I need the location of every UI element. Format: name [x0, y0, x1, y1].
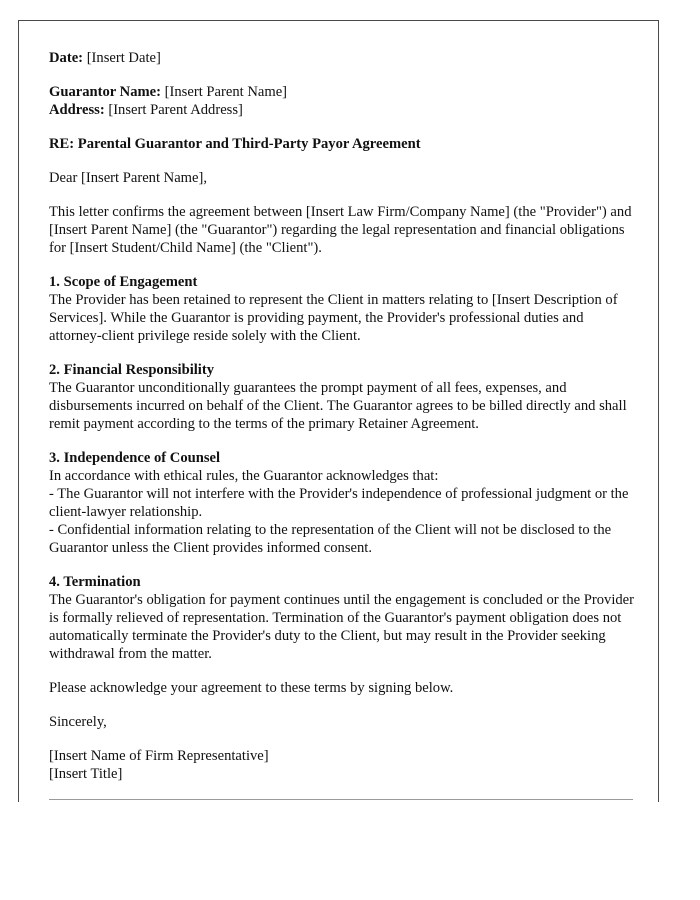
address-line	[49, 101, 639, 119]
subject-line: RE: Parental Guarantor and Third-Party Payor Agreement	[49, 136, 421, 152]
list-item: - The Guarantor will not interfere with the Provider's independence of professional judgment or the client-lawyer relationship.	[49, 486, 629, 520]
date-value: [Insert Date]	[83, 50, 161, 66]
intro-paragraph: This letter confirms the agreement between [Insert Law Firm/Company Name] (the "Provider") and [Insert Parent Name] (the "Guarantor") regarding the legal representation and financial obligations for [Insert Student/Child Name] (the "Client").	[49, 204, 632, 256]
date-line	[49, 49, 639, 67]
guarantor-value: [Insert Parent Name]	[161, 84, 288, 100]
section-body: The Guarantor's obligation for payment continues until the engagement is concluded or the Provider is formally relieved of representation. Termination of the Guarantor's payment obligation does not automatically terminate the Provider's duty to the Client, but may result in the Provider seeking withdrawal from the matter.	[49, 592, 635, 662]
signature-block	[49, 747, 639, 783]
section-heading: 2. Financial Responsibility	[49, 362, 215, 378]
section-heading: 4. Termination	[49, 574, 141, 590]
signature-rule	[49, 799, 633, 800]
list-item: - Confidential information relating to the representation of the Client will not be disclosed to the Guarantor unless the Client provides informed consent.	[49, 522, 612, 556]
date-label: Date:	[49, 50, 84, 66]
guarantor-line	[49, 83, 639, 101]
section-body: The Guarantor unconditionally guarantees the prompt payment of all fees, expenses, and disbursements incurred on behalf of the Client. The Guarantor agrees to be billed directly and shall remit payment according to the terms of the primary Retainer Agreement.	[49, 380, 627, 432]
section-body: In accordance with ethical rules, the Guarantor acknowledges that:	[49, 468, 439, 484]
section-termination	[49, 573, 639, 663]
section-scope	[49, 273, 639, 345]
letter-page	[18, 20, 659, 802]
salutation: Dear [Insert Parent Name],	[49, 170, 208, 186]
address-value: [Insert Parent Address]	[104, 102, 243, 118]
section-heading: 1. Scope of Engagement	[49, 274, 198, 290]
signer-name: [Insert Name of Firm Representative]	[49, 748, 269, 764]
acknowledge-paragraph: Please acknowledge your agreement to these terms by signing below.	[49, 680, 454, 696]
letter-body	[49, 49, 639, 799]
guarantor-label: Guarantor Name:	[49, 84, 162, 100]
address-label: Address:	[49, 102, 105, 118]
section-heading: 3. Independence of Counsel	[49, 450, 221, 466]
signer-title: [Insert Title]	[49, 766, 123, 782]
section-body: The Provider has been retained to represent the Client in matters relating to [Insert Description of Services]. While the Guarantor is providing payment, the Provider's professional duties and attorney-client privilege reside solely with the Client.	[49, 292, 618, 344]
closing: Sincerely,	[49, 714, 107, 730]
recipient-block	[49, 83, 639, 119]
section-financial	[49, 361, 639, 433]
section-independence	[49, 449, 639, 557]
